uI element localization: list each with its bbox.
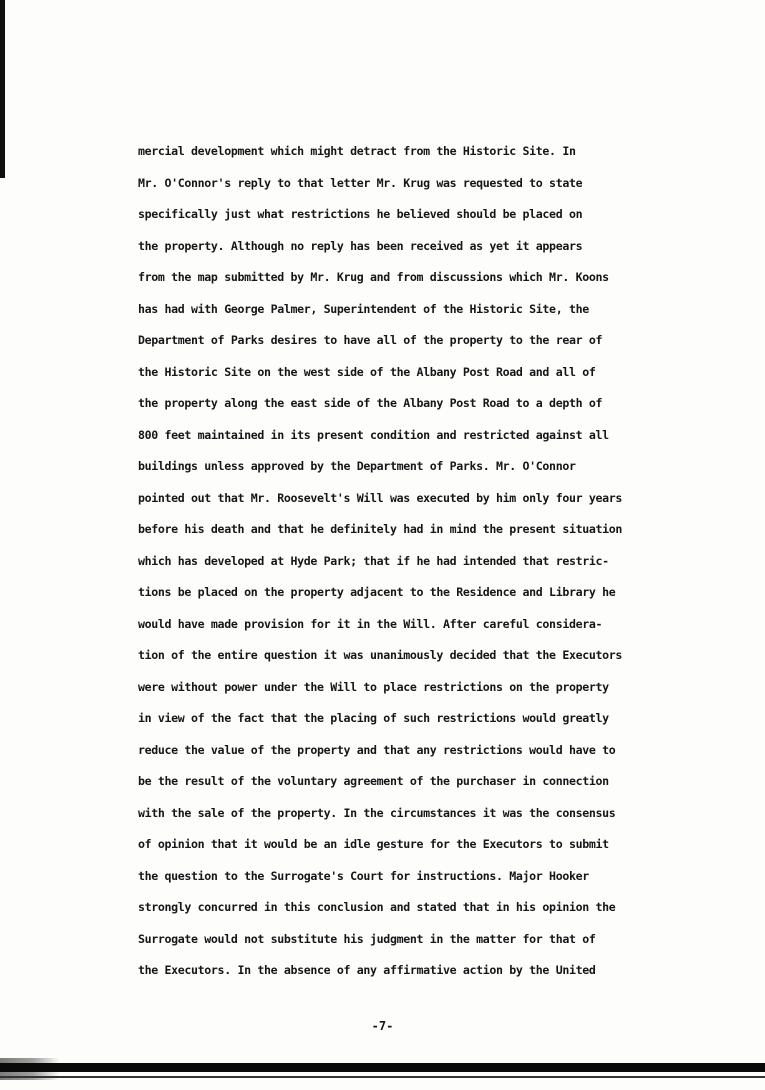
text-line: the Historic Site on the west side of the Albany Post Road and all of: [138, 364, 596, 379]
text-line: pointed out that Mr. Roosevelt's Will was executed by him only four years: [138, 490, 622, 505]
text-line: before his death and that he definitely had in mind the present situation: [138, 522, 622, 536]
text-line: which has developed at Hyde Park; that if he had intended that restric-: [138, 553, 609, 568]
text-line: buildings unless approved by the Department of Parks. Mr. O'Connor: [138, 459, 576, 473]
text-line: Department of Parks desires to have all of the property to the rear of: [138, 333, 603, 347]
text-line: be the result of the voluntary agreement of the purchaser in connection: [138, 774, 609, 788]
text-line: the Executors. In the absence of any affirmative action by the United: [138, 963, 596, 977]
text-line: strongly concurred in this conclusion and stated that in his opinion the: [138, 900, 616, 914]
text-line: Surrogate would not substitute his judgment in the matter for that of: [138, 931, 596, 946]
text-line: tion of the entire question it was unanimously decided that the Executors: [138, 648, 622, 662]
text-line: mercial development which might detract from the Historic Site. In: [138, 144, 576, 158]
body-text: [138, 140, 738, 991]
text-line: in view of the fact that the placing of such restrictions would greatly: [138, 711, 609, 725]
text-line: the property along the east side of the Albany Post Road to a depth of: [138, 396, 603, 410]
scan-bottom-rule: [0, 1076, 765, 1078]
text-line: reduce the value of the property and that any restrictions would have to: [138, 742, 616, 757]
page-number: -7-: [371, 1019, 394, 1033]
scan-bottom-bar: [0, 1063, 765, 1072]
text-line: has had with George Palmer, Superintendent of the Historic Site, the: [138, 301, 589, 316]
text-line: Mr. O'Connor's reply to that letter Mr. Krug was requested to state: [138, 175, 583, 190]
text-line: 800 feet maintained in its present condition and restricted against all: [138, 427, 609, 442]
text-line: of opinion that it would be an idle gesture for the Executors to submit: [138, 837, 609, 851]
text-line: specifically just what restrictions he believed should be placed on: [138, 207, 583, 221]
text-line: the property. Although no reply has been received as yet it appears: [138, 238, 583, 253]
text-line: from the map submitted by Mr. Krug and from discussions which Mr. Koons: [138, 270, 609, 284]
text-line: tions be placed on the property adjacent to the Residence and Library he: [138, 585, 616, 599]
text-line: with the sale of the property. In the circumstances it was the consensus: [138, 805, 616, 820]
text-line: would have made provision for it in the Will. After careful considera-: [138, 616, 603, 631]
text-line: were without power under the Will to place restrictions on the property: [138, 679, 609, 694]
scan-edge-mark: [0, 0, 5, 178]
text-line: the question to the Surrogate's Court for instructions. Major Hooker: [138, 868, 589, 883]
